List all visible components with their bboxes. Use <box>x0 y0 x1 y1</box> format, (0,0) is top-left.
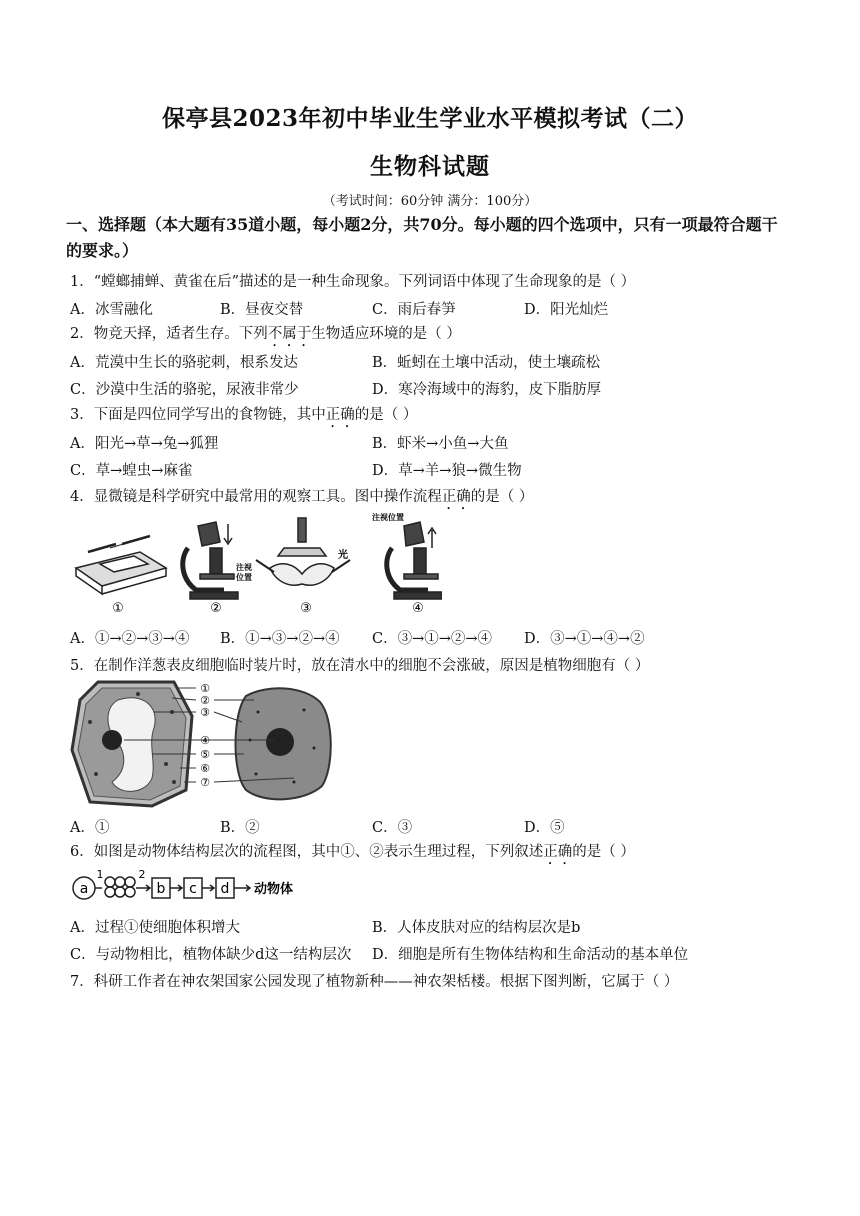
fig4-label-gaze-2: 注视位置 <box>372 513 404 522</box>
fig4-label-1: ① <box>112 601 124 616</box>
fig5-label-1: ① <box>200 682 210 695</box>
question-3-option-c: C．草→蝗虫→麻雀 <box>70 463 193 479</box>
fig6-label-b: b <box>156 881 166 897</box>
emphasis-text: 正确 <box>325 407 355 423</box>
exam-info: （考试时间：60分钟 满分：100分） <box>322 194 538 209</box>
fig6-label-animal: 动物体 <box>254 882 294 897</box>
question-5-option-a: A．① <box>70 820 110 836</box>
question-1-option-b: B．昼夜交替 <box>220 302 304 318</box>
question-1-option-a: A．冰雪融化 <box>70 302 153 318</box>
fig4-label-3: ③ <box>300 601 312 616</box>
question-4-option-b: B．①→③→②→④ <box>220 631 340 647</box>
question-3-option-a: A．阳光→草→兔→狐狸 <box>70 436 219 452</box>
plant-cell-illustration <box>72 682 192 806</box>
fig5-label-5: ⑤ <box>200 748 210 761</box>
fig6-label-c: c <box>189 881 197 897</box>
emphasis-text: 正确 <box>441 489 471 505</box>
question-1-option-d: D．阳光灿烂 <box>524 302 609 318</box>
question-5-stem: 5．在制作洋葱表皮细胞临时装片时，放在清水中的细胞不会涨破，原因是植物细胞有（ ） <box>70 658 650 674</box>
fig6-label-2: 2 <box>138 868 146 881</box>
fig6-label-d: d <box>220 881 230 897</box>
question-4-stem: 4．显微镜是科学研究中最常用的观察工具。图中操作流程正确的是（ ） <box>70 489 534 505</box>
slide-placing-illustration <box>76 536 166 594</box>
fig5-label-2: ② <box>200 694 210 707</box>
emphasis-text: 正确 <box>543 844 573 860</box>
microscope-figure <box>70 508 442 616</box>
exam-title: 保亭县2023年初中毕业生学业水平模拟考试（二） <box>161 105 698 132</box>
fig5-label-7: ⑦ <box>200 776 210 789</box>
question-6-option-d: D．细胞是所有生物体结构和生命活动的基本单位 <box>372 947 689 963</box>
hands-light-illustration <box>256 518 350 585</box>
fig4-label-gaze-1b: 位置 <box>236 573 252 582</box>
question-4-option-a: A．①→②→③→④ <box>70 631 190 647</box>
microscope-lowering-illustration <box>183 522 238 599</box>
question-5-option-d: D．⑤ <box>524 820 565 836</box>
section-heading: 一、选择题（本大题有35道小题，每小题2分，共70分。每小题的四个选项中，只有一项最符合题干的要求。） <box>66 215 778 260</box>
question-4-option-c: C．③→①→②→④ <box>372 631 493 647</box>
microscope-raising-illustration <box>387 522 442 599</box>
question-2-option-c: C．沙漠中生活的骆驼，尿液非常少 <box>70 382 299 398</box>
question-7-stem: 7．科研工作者在神农架国家公园发现了植物新种——神农架栝楼。根据下图判断，它属于（ ） <box>70 974 679 990</box>
fig5-label-3: ③ <box>200 706 210 719</box>
question-3-stem: 3．下面是四位同学写出的食物链，其中正确的是（ ） <box>70 407 418 423</box>
question-3-option-b: B．虾米→小鱼→大鱼 <box>372 436 509 452</box>
fig4-label-2: ② <box>210 601 222 616</box>
animal-cell-illustration <box>236 688 331 799</box>
question-5-option-c: C．③ <box>372 820 413 836</box>
question-6-stem: 6．如图是动物体结构层次的流程图，其中①、②表示生理过程，下列叙述正确的是（ ） <box>70 844 635 860</box>
fig6-label-1: 1 <box>96 868 104 881</box>
cell-figure <box>68 678 338 810</box>
fig4-label-4: ④ <box>412 601 424 616</box>
emphasis-text: 不属于 <box>267 326 312 342</box>
question-1-option-c: C．雨后春笋 <box>372 302 456 318</box>
fig5-label-4: ④ <box>200 734 210 747</box>
fig4-label-light: 光 <box>338 550 348 561</box>
exam-subtitle: 生物科试题 <box>370 153 490 180</box>
question-6-option-b: B．人体皮肤对应的结构层次是b <box>372 920 581 936</box>
structure-flow-figure <box>70 866 320 906</box>
question-4-option-d: D．③→①→④→② <box>524 631 645 647</box>
question-6-option-c: C．与动物相比，植物体缺少d这一结构层次 <box>70 947 352 963</box>
question-2-option-b: B．蚯蚓在土壤中活动，使土壤疏松 <box>372 355 601 371</box>
question-5-option-b: B．② <box>220 820 260 836</box>
fig5-label-6: ⑥ <box>200 762 210 775</box>
question-3-option-d: D．草→羊→狼→微生物 <box>372 463 522 479</box>
question-2-stem: 2．物竞天择，适者生存。下列不属于生物适应环境的是（ ） <box>70 326 461 342</box>
question-6-option-a: A．过程①使细胞体积增大 <box>70 920 240 936</box>
question-2-option-d: D．寒冷海域中的海豹，皮下脂肪厚 <box>372 382 602 398</box>
fig6-label-a: a <box>79 881 89 897</box>
question-1-stem: 1．“螳螂捕蝉、黄雀在后”描述的是一种生命现象。下列词语中体现了生命现象的是（ ） <box>70 274 636 290</box>
question-2-option-a: A．荒漠中生长的骆驼刺，根系发达 <box>70 355 298 371</box>
fig4-label-gaze-1a: 注视 <box>236 563 252 572</box>
